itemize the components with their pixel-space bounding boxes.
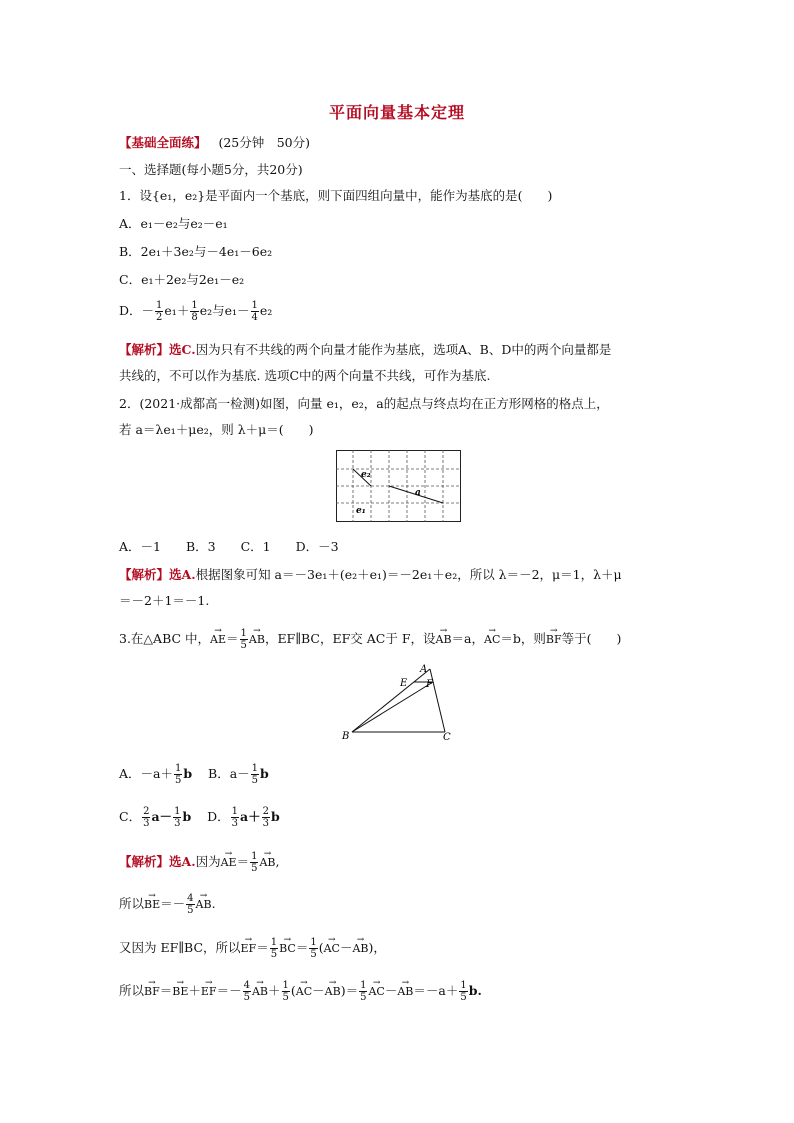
grid-figure: [336, 450, 462, 523]
vector-AE: → AE: [210, 632, 226, 648]
label-e1: e₁: [356, 506, 366, 516]
page-title: 平面向量基本定理: [328, 103, 465, 122]
grid-lines: [336, 450, 461, 522]
q1-d-pre: D．－: [119, 303, 155, 318]
vector-AC: → AC: [484, 632, 500, 648]
q2-stem: 2．(2021·成都高一检测)如图，向量 e₁，e₂，a的起点与终点均在正方形网格的格点上，: [119, 396, 609, 411]
fraction: $\frac{1}{5}$: [251, 763, 259, 786]
analysis-choice: 选C.: [169, 342, 196, 357]
section-time: (25分钟 50分): [218, 135, 311, 150]
q1-analysis: [119, 342, 611, 358]
fraction: $\frac{1}{5}$: [360, 980, 367, 1003]
q3-options-cd: C． $\frac{2}{3}$ a－ $\frac{1}{3}$ b D． $\frac{1}{3}$ a＋ $\frac{2}{3}$ b: [119, 806, 280, 829]
side-BA: [352, 669, 430, 732]
fraction: $\frac{1}{2}$: [156, 300, 163, 323]
q2-analysis-cont: ＝－2＋1＝－1.: [119, 593, 210, 608]
triangle-figure: [338, 660, 458, 745]
fraction: $\frac{1}{4}$: [251, 300, 258, 323]
q2-analysis: [119, 567, 622, 583]
q3-options-ab: A．－a＋ $\frac{1}{5}$ b B．a－ $\frac{1}{5}$ b: [119, 763, 269, 786]
section-tag: 【基础全面练】: [119, 135, 207, 150]
q1-option-b: B．2e₁＋3e₂与－4e₁－6e₂: [119, 244, 273, 259]
q3-step2: 所以→ BE＝－ $\frac{4}{5}$ → AB.: [119, 893, 216, 916]
q1-d-mid: e₁＋: [164, 303, 190, 318]
fraction: $\frac{1}{8}$: [191, 300, 198, 323]
label-a: a: [415, 488, 421, 498]
fraction: $\frac{1}{5}$: [174, 763, 182, 786]
q2-options: A．－1 B．3 C．1 D．－3: [119, 539, 339, 554]
fraction: $\frac{1}{3}$: [174, 806, 181, 829]
label-F: F: [426, 679, 433, 690]
analysis-tag: 【解析】: [119, 342, 170, 357]
q1-analysis-cont: 共线的，不可以作为基底. 选项C中的两个向量不共线，可作为基底.: [119, 368, 491, 383]
fraction: $\frac{1}{5}$: [270, 937, 278, 960]
part-heading: 一、选择题(每小题5分，共20分): [119, 162, 303, 177]
label-C: C: [443, 732, 451, 743]
analysis-choice: 选A.: [169, 567, 196, 582]
vector-AB: → AB: [436, 632, 452, 648]
q3-step3: 又因为 EF∥BC，所以→ EF＝ $\frac{1}{5}$ → BC＝ $\frac{1}{5}$ (→ AC－→ AB)，: [119, 937, 386, 960]
fraction: $\frac{1}{5}$: [460, 980, 467, 1003]
label-e2: e₂: [361, 470, 371, 480]
vector-BF: → BF: [546, 632, 562, 648]
analysis-text: 根据图象可知 a＝－3e₁＋(e₂＋e₁)＝－2e₁＋e₂，所以 λ＝－2，μ＝1，λ＋μ: [195, 567, 622, 582]
q1-d-mid2: e₂与e₁－: [199, 303, 250, 318]
q1-option-a: A．e₁－e₂与e₂－e₁: [119, 216, 228, 231]
label-B: B: [342, 731, 350, 742]
fraction: $\frac{1}{5}$: [240, 628, 247, 651]
fraction: $\frac{2}{3}$: [262, 806, 269, 829]
label-E: E: [400, 678, 408, 689]
segment-BF: [352, 682, 433, 732]
fraction: $\frac{1}{5}$: [310, 937, 317, 960]
q1-option-d: [119, 300, 272, 323]
analysis-text: 因为只有不共线的两个向量才能作为基底，选项A、B、D中的两个向量都是: [195, 342, 612, 357]
section-header: [119, 135, 310, 151]
fraction: $\frac{1}{5}$: [251, 851, 258, 874]
fraction: $\frac{4}{5}$: [187, 893, 194, 916]
vector-AB: → AB: [249, 632, 265, 648]
fraction: $\frac{1}{3}$: [231, 806, 238, 829]
q1-option-c: C．e₁＋2e₂与2e₁－e₂: [119, 272, 245, 287]
q1-d-post: e₂: [259, 303, 273, 318]
fraction: $\frac{4}{5}$: [243, 980, 250, 1003]
q1-stem: 1．设{e₁，e₂}是平面内一个基底，则下面四组向量中，能作为基底的是( ): [119, 188, 553, 203]
q3-step4: 所以→ BF＝→ BE＋→ EF＝－ $\frac{4}{5}$ → AB＋ $\frac{1}{5}$ (→ AC－→ AB)＝ $\frac{1}{5}$ → AC－→ AB＝－a＋ $\frac{1}{5}$ b.: [119, 980, 482, 1003]
label-A: A: [420, 664, 428, 675]
q2-stem-cont: 若 a＝λe₁＋μe₂，则 λ＋μ＝( ): [119, 422, 314, 437]
analysis-tag: 【解析】: [119, 567, 170, 582]
q3-analysis: 【解析】选A.因为→ AE＝ $\frac{1}{5}$ → AB,: [119, 851, 279, 874]
fraction: $\frac{2}{3}$: [143, 806, 150, 829]
q3-stem: 3.在△ABC 中，→ AE＝ $\frac{1}{5}$ → AB，EF∥BC，EF交 AC于 F，设→ AB＝a，→ AC＝b，则→ BF等于( ): [119, 628, 621, 651]
fraction: $\frac{1}{5}$: [282, 980, 289, 1003]
